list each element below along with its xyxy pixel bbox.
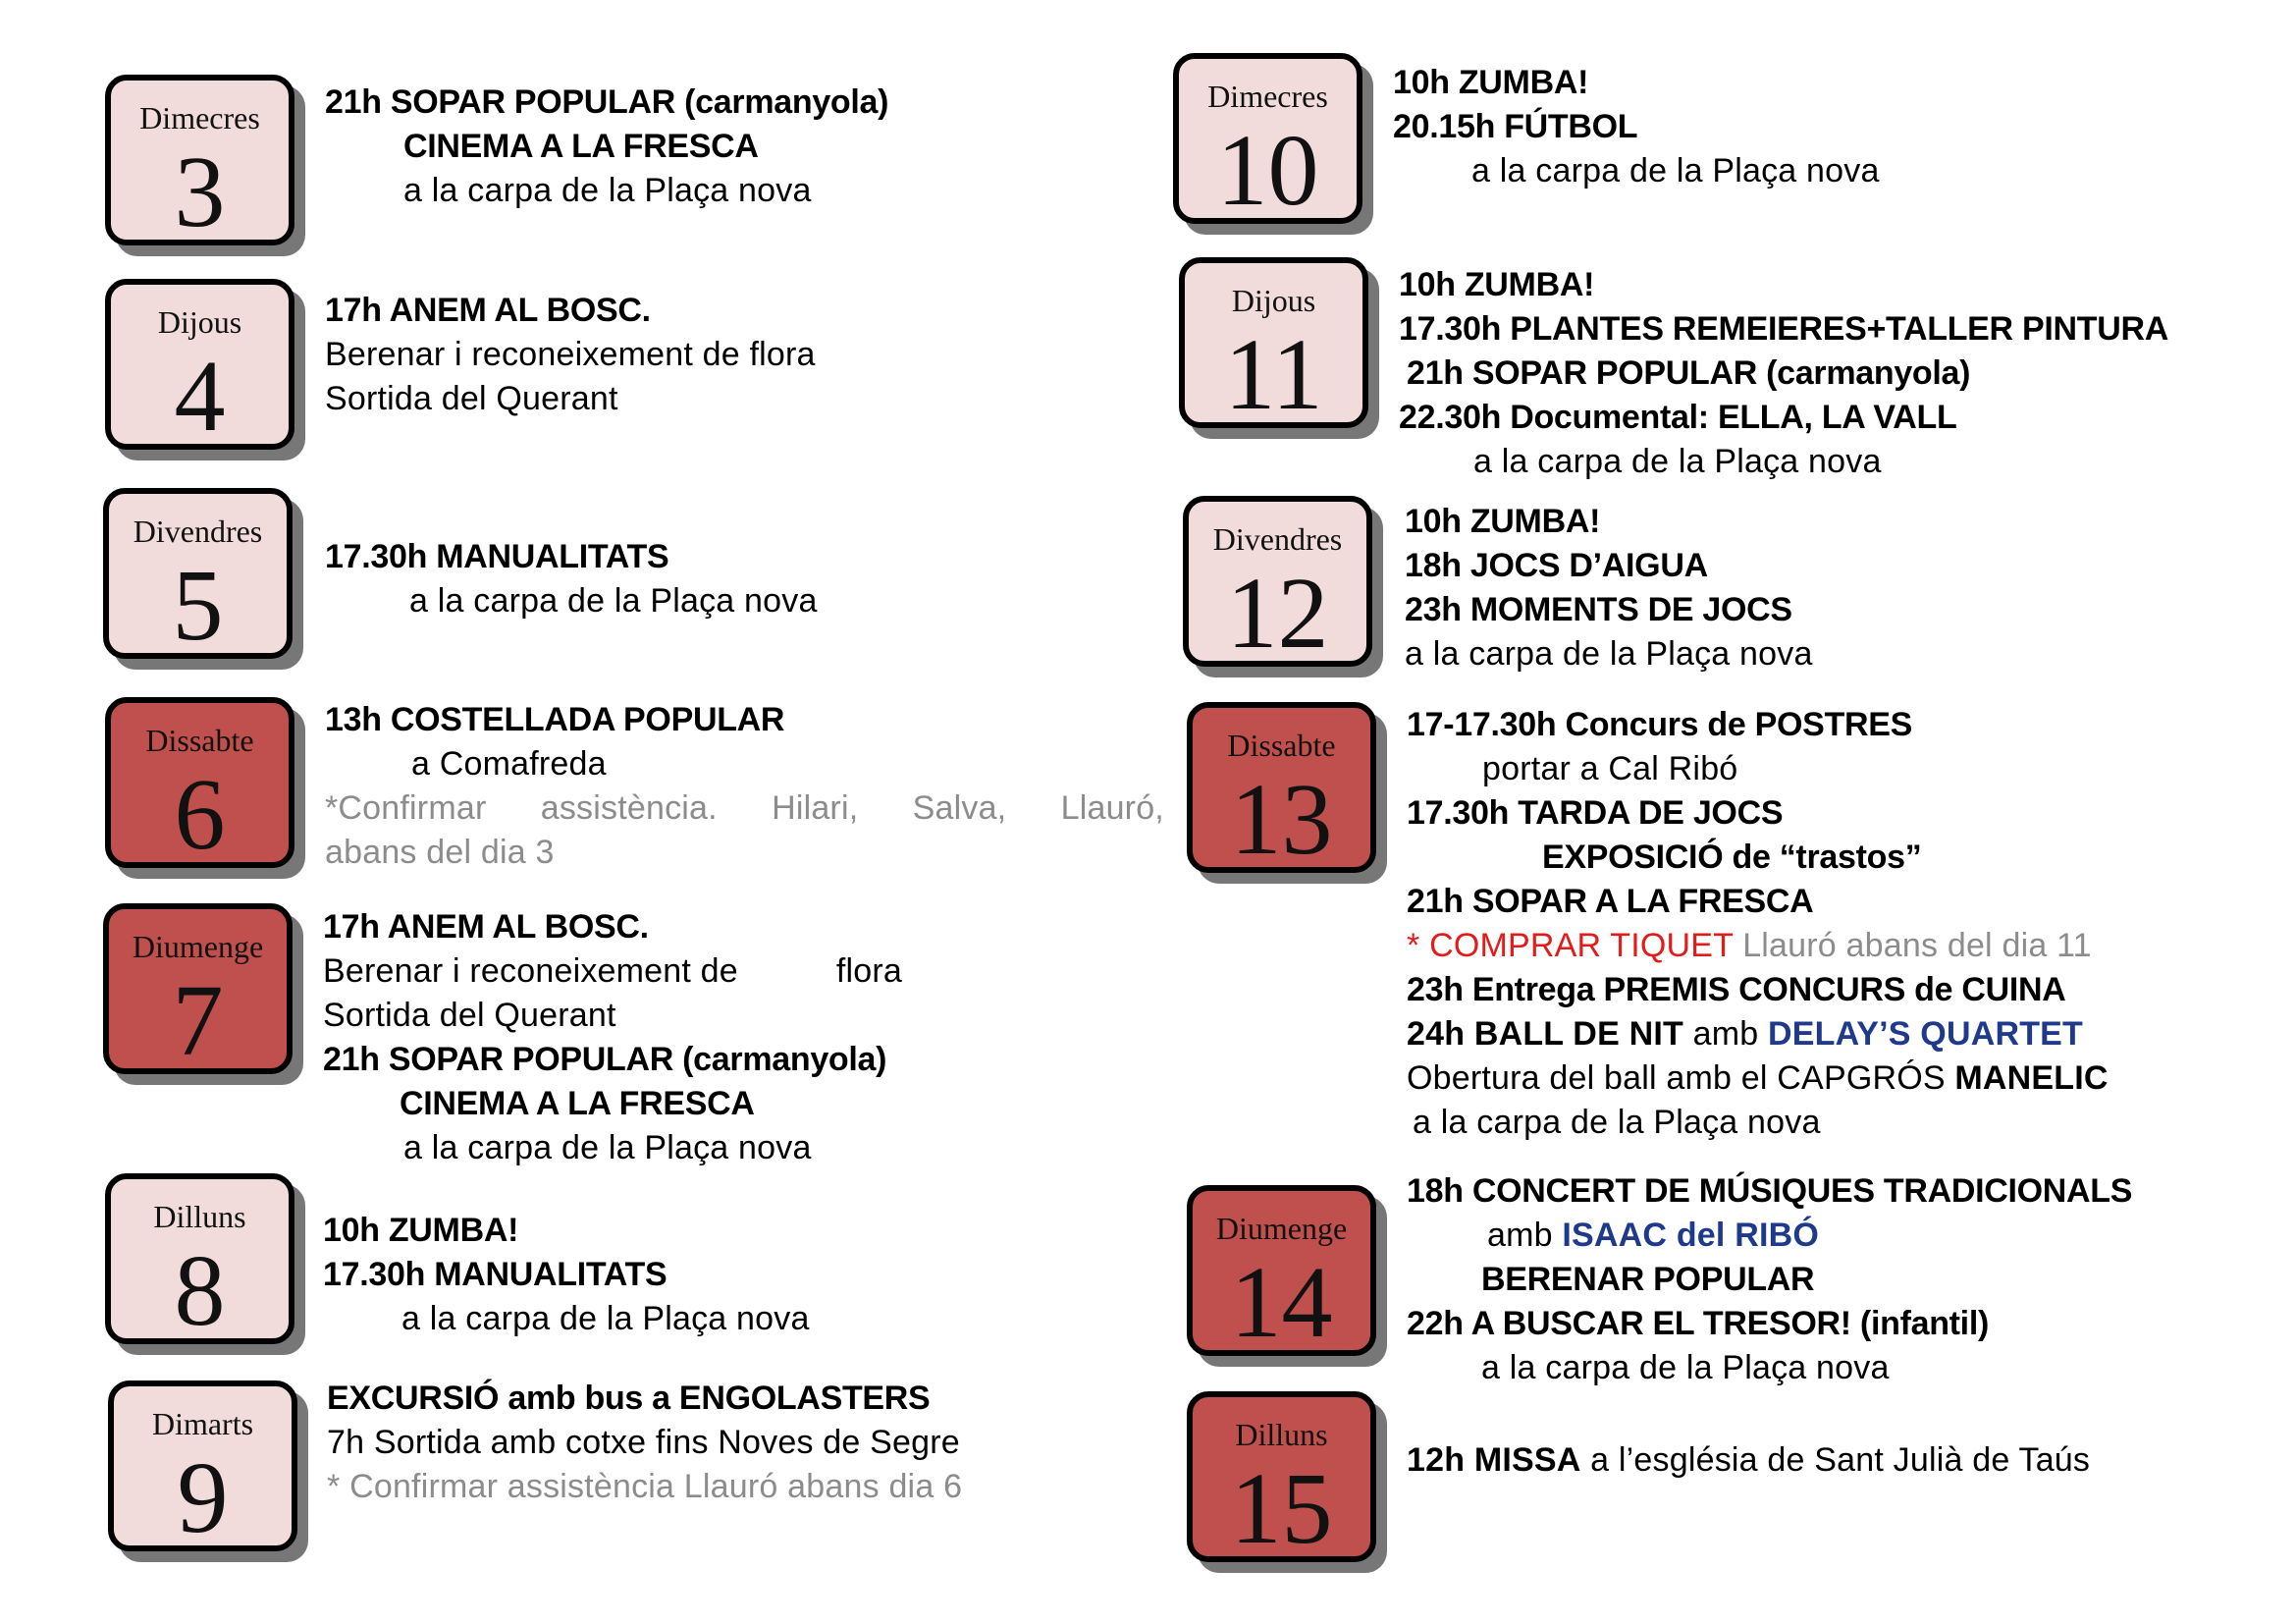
events-day-8 <box>323 1209 810 1341</box>
event-line: CINEMA A LA FRESCA <box>400 1085 755 1122</box>
event-text: Obertura del ball amb el CAPGRÓS <box>1407 1059 1955 1097</box>
performer-name: ISAAC del RIBÓ <box>1562 1217 1819 1254</box>
events-day-9 <box>327 1377 962 1509</box>
confirm-note-end: abans del dia 3 <box>325 834 555 871</box>
event-line: 17.30h PLANTES REMEIERES+TALLER PINTURA <box>1399 310 2168 348</box>
day-name: Divendres <box>1212 521 1343 557</box>
event-line: 10h ZUMBA! <box>1399 266 1595 303</box>
day-card-10 <box>1173 53 1362 227</box>
day-card-9 <box>108 1380 297 1554</box>
day-name: Dijous <box>1231 283 1316 318</box>
event-line: EXPOSICIÓ de “trastos” <box>1542 839 1922 876</box>
day-name: Dilluns <box>153 1199 246 1234</box>
event-location: a la carpa de la Plaça nova <box>1405 635 1813 673</box>
event-line: CINEMA A LA FRESCA <box>403 128 759 165</box>
event-line: 17.30h TARDA DE JOCS <box>1407 794 1784 832</box>
band-name: DELAY’S QUARTET <box>1768 1015 2084 1053</box>
event-location: a la carpa de la Plaça nova <box>409 582 818 620</box>
day-name: Diumenge <box>132 929 264 964</box>
day-number: 3 <box>174 135 226 248</box>
day-card-14 <box>1187 1185 1376 1359</box>
event-line: EXCURSIÓ amb bus a ENGOLASTERS <box>327 1380 931 1417</box>
event-line: 21h SOPAR A LA FRESCA <box>1407 883 1814 920</box>
day-name: Dilluns <box>1235 1417 1328 1452</box>
event-line: portar a Cal Ribó <box>1482 750 1738 787</box>
day-name: Dissabte <box>1227 728 1336 763</box>
note-word: *Confirmar <box>325 789 487 827</box>
day-number: 4 <box>174 340 226 453</box>
ticket-deadline: Llauró abans del dia 11 <box>1733 927 2092 964</box>
event-line: 17h ANEM AL BOSC. <box>325 292 651 329</box>
event-location: a la carpa de la Plaça nova <box>1481 1349 1890 1386</box>
event-line: 21h SOPAR POPULAR (carmanyola) <box>323 1041 887 1078</box>
day-number: 15 <box>1230 1452 1333 1565</box>
events-day-15 <box>1407 1438 2090 1483</box>
events-day-14 <box>1407 1169 2132 1390</box>
event-line: 7h Sortida amb cotxe fins Noves de Segre <box>327 1424 960 1461</box>
day-number: 5 <box>172 549 224 662</box>
day-name: Dijous <box>157 304 242 340</box>
event-line: 18h CONCERT DE MÚSIQUES TRADICIONALS <box>1407 1172 2133 1210</box>
events-day-4 <box>325 289 816 421</box>
event-text: amb <box>1487 1217 1563 1254</box>
note-word: Llauró, <box>1060 789 1164 827</box>
note-word: assistència. <box>540 789 718 827</box>
day-card-7 <box>103 903 293 1077</box>
event-line: 17.30h MANUALITATS <box>323 1256 667 1293</box>
day-number: 10 <box>1216 114 1319 227</box>
confirm-note: * Confirmar assistència Llauró abans dia 6 <box>327 1468 963 1505</box>
event-line: 21h SOPAR POPULAR (carmanyola) <box>325 83 889 121</box>
events-day-5 <box>325 535 818 623</box>
event-line: 10h ZUMBA! <box>1405 503 1601 540</box>
event-line: 17.30h MANUALITATS <box>325 538 669 575</box>
day-card-5 <box>103 488 293 662</box>
day-name: Dissabte <box>145 723 254 758</box>
event-text: flora <box>835 952 903 990</box>
events-day-6 <box>325 698 1164 875</box>
event-line: Sortida del Querant <box>325 380 618 417</box>
confirm-note <box>325 786 1164 831</box>
event-line: 18h JOCS D’AIGUA <box>1405 547 1708 584</box>
day-number: 7 <box>172 964 224 1077</box>
day-name: Dimarts <box>151 1406 254 1441</box>
note-word: Salva, <box>912 789 1007 827</box>
event-line: 22.30h Documental: ELLA, LA VALL <box>1399 399 1957 436</box>
events-day-10 <box>1393 61 1880 193</box>
event-line <box>1407 1438 2090 1483</box>
event-line: 23h MOMENTS DE JOCS <box>1405 591 1792 628</box>
day-number: 6 <box>174 758 226 871</box>
day-card-15 <box>1187 1391 1376 1565</box>
event-line <box>1407 1056 2109 1101</box>
event-line: 10h ZUMBA! <box>323 1212 519 1249</box>
day-card-4 <box>105 279 294 453</box>
day-card-11 <box>1179 257 1368 431</box>
event-line: 20.15h FÚTBOL <box>1393 108 1638 145</box>
day-name: Diumenge <box>1215 1211 1348 1246</box>
event-location: a la carpa de la Plaça nova <box>403 172 812 209</box>
day-card-12 <box>1183 496 1372 670</box>
event-line <box>323 949 902 994</box>
events-day-12 <box>1405 500 1813 677</box>
events-day-7 <box>323 905 902 1170</box>
event-text: 24h BALL DE NIT <box>1407 1015 1683 1053</box>
day-card-8 <box>105 1173 294 1347</box>
day-card-3 <box>105 75 294 248</box>
event-text: amb <box>1682 1015 1769 1053</box>
event-line: Sortida del Querant <box>323 997 616 1034</box>
event-line: 17-17.30h Concurs de POSTRES <box>1407 706 1912 743</box>
day-card-13 <box>1187 702 1376 876</box>
event-text: a l’església de Sant Julià de Taús <box>1580 1441 2091 1479</box>
day-name: Dimecres <box>139 100 260 135</box>
event-line: 21h SOPAR POPULAR (carmanyola) <box>1407 354 1971 392</box>
event-location: a Comafreda <box>411 745 607 783</box>
event-line: 17h ANEM AL BOSC. <box>323 908 649 946</box>
event-location: a la carpa de la Plaça nova <box>403 1129 812 1166</box>
event-line <box>1407 1012 2109 1056</box>
event-line: 22h A BUSCAR EL TRESOR! (infantil) <box>1407 1305 1990 1342</box>
event-location: a la carpa de la Plaça nova <box>1471 152 1880 189</box>
day-number: 14 <box>1230 1246 1333 1359</box>
event-line: 10h ZUMBA! <box>1393 64 1589 101</box>
event-line: BERENAR POPULAR <box>1481 1261 1815 1298</box>
event-line <box>1407 1214 2132 1258</box>
events-day-11 <box>1399 263 2168 484</box>
ticket-alert: * COMPRAR TIQUET <box>1407 927 1734 964</box>
day-number: 11 <box>1224 318 1323 431</box>
event-location: a la carpa de la Plaça nova <box>1413 1104 1821 1141</box>
event-location: a la carpa de la Plaça nova <box>1473 443 1882 480</box>
day-number: 8 <box>174 1234 226 1347</box>
events-day-13 <box>1407 703 2109 1145</box>
day-name: Divendres <box>133 514 263 549</box>
event-text: 12h MISSA <box>1407 1441 1581 1479</box>
day-number: 13 <box>1230 763 1333 876</box>
event-text: MANELIC <box>1954 1059 2109 1097</box>
event-text: Berenar i reconeixement de <box>323 952 738 990</box>
note-word: Hilari, <box>772 789 859 827</box>
event-line: 23h Entrega PREMIS CONCURS de CUINA <box>1407 971 2066 1008</box>
day-number: 9 <box>177 1441 229 1554</box>
day-number: 12 <box>1226 557 1329 670</box>
day-card-6 <box>105 697 294 871</box>
events-day-3 <box>325 81 888 213</box>
ticket-note <box>1407 924 2109 968</box>
event-line: 13h COSTELLADA POPULAR <box>325 701 785 738</box>
event-location: a la carpa de la Plaça nova <box>401 1300 810 1337</box>
day-name: Dimecres <box>1207 79 1328 114</box>
event-line: Berenar i reconeixement de flora <box>325 336 816 373</box>
